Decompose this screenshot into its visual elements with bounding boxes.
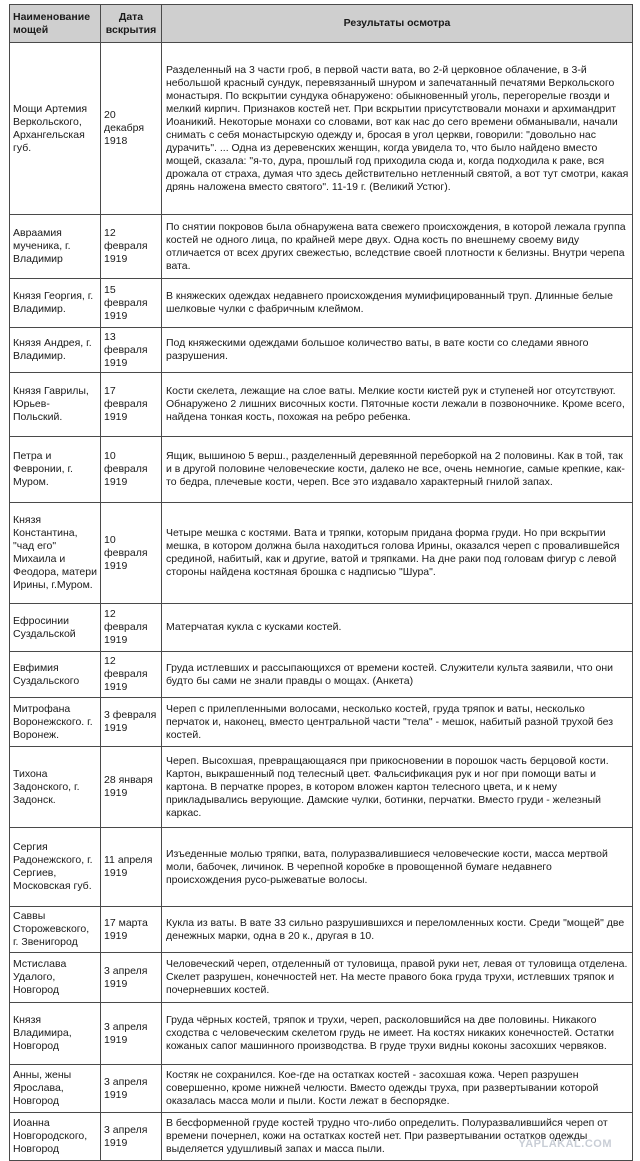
opening-date: 12 февраля 1919 (101, 652, 162, 698)
relic-name: Петра и Февронии, г. Муром. (10, 437, 101, 503)
opening-date: 17 февраля 1919 (101, 373, 162, 437)
table-row (10, 604, 633, 652)
table-row (10, 1003, 633, 1065)
opening-date: 20 декабря 1918 (101, 43, 162, 215)
table-row (10, 747, 633, 828)
relic-name: Князя Гаврилы, Юрьев-Польский. (10, 373, 101, 437)
opening-date: 3 апреля 1919 (101, 1113, 162, 1161)
inspection-result: По снятии покровов была обнаружена вата свежего происхождения, в которой лежала группа костей не одного лица, по крайней мере двух. Одна кость по внешнему своему виду отличается от всех других свежестью, вследствие своей плотности к белизны. Внутри черепа вата. (162, 215, 633, 279)
inspection-result: Под княжескими одеждами большое количество ваты, в вате кости со следами явного разрушения. (162, 328, 633, 373)
header-result: Результаты осмотра (162, 5, 633, 43)
relic-name: Анны, жены Ярослава, Новгород (10, 1065, 101, 1113)
table-row (10, 43, 633, 215)
opening-date: 3 апреля 1919 (101, 953, 162, 1003)
opening-date: 28 января 1919 (101, 747, 162, 828)
inspection-result: Череп с прилепленными волосами, несколько костей, груда тряпок и ваты, несколько перчаток и, наконец, вместо центральной части "тела" - мешок, набитый разной трухой без костей. (162, 698, 633, 747)
inspection-result: Груда чёрных костей, тряпок и трухи, череп, расколовшийся на две половины. Никакого сходства с человеческим скелетом грудь не имеет. На костях никаких конечностей. Остатки кожаных сапог машинного производства. В груде трухи видны коконы засохших червяков. (162, 1003, 633, 1065)
table-row (10, 328, 633, 373)
opening-date: 15 февраля 1919 (101, 279, 162, 328)
relic-name: Тихона Задонского, г. Задонск. (10, 747, 101, 828)
table-row (10, 828, 633, 907)
opening-date: 10 февраля 1919 (101, 437, 162, 503)
relic-name: Авраамия мученика, г. Владимир (10, 215, 101, 279)
relic-name: Евфимия Суздальского (10, 652, 101, 698)
inspection-result: Костяк не сохранился. Кое-где на остатках костей - засохшая кожа. Череп разрушен совершенно, кроме нижней челюсти. Вместо одежды труха, при развертывании которой оказалась масса моли и пыли. Кости лежат в беспорядке. (162, 1065, 633, 1113)
inspection-result: Череп. Высохшая, превращающаяся при прикосновении в порошок часть берцовой кости. Картон, выкрашенный под телесный цвет. Фальсификация рук и ног при помощи ваты и картона. В перчатке прорез, в котором вложен картон телесного цвета, и к нему прикладывались верующие. Дамские чулки, ботинки, перчатки. Вместо груди - железный каркас. (162, 747, 633, 828)
table-row (10, 953, 633, 1003)
opening-date: 12 февраля 1919 (101, 215, 162, 279)
header-name: Наименование мощей (10, 5, 101, 43)
relic-name: Сергия Радонежского, г. Сергиев, Московская губ. (10, 828, 101, 907)
inspection-result: Ящик, вышиною 5 верш., разделенный деревянной переборкой на 2 половины. Как в той, так и в другой половине человеческие кости, далеко не все, очень немногие, самые крепкие, как-то бедра, плечевые кости, череп. Все это издавало характерный гнилой запах. (162, 437, 633, 503)
inspection-result: Кости скелета, лежащие на слое ваты. Мелкие кости кистей рук и ступеней ног отсутствуют. Обнаружено 2 лишних височных кости. Пяточные кости лежали в позвоночнике. Кроме всего, найдена тонкая кость, похожая на ребро ребенка. (162, 373, 633, 437)
table-row (10, 437, 633, 503)
inspection-result: Человеческий череп, отделенный от туловища, правой руки нет, левая от туловища отделена. Скелет разрушен, конечностей нет. На месте правого бока груда трухи, истлевших тряпок и почерневших костей. (162, 953, 633, 1003)
opening-date: 11 апреля 1919 (101, 828, 162, 907)
table-row (10, 373, 633, 437)
inspection-result: В бесформенной груде костей трудно что-либо определить. Полуразвалившийся череп от времени почернел, кожи на остатках костей нет. При развертывании остатков одежды выделяется удушливый запах и масса пыли. (162, 1113, 633, 1161)
header-date: Дата вскрытия (101, 5, 162, 43)
opening-date: 13 февраля 1919 (101, 328, 162, 373)
opening-date: 3 апреля 1919 (101, 1003, 162, 1065)
table-header-row (10, 5, 633, 43)
table-row (10, 279, 633, 328)
opening-date: 17 марта 1919 (101, 907, 162, 953)
inspection-result: Кукла из ваты. В вате 33 сильно разрушившихся и переломленных кости. Среди "мощей" две денежных марки, одна в 20 к., другая в 10. (162, 907, 633, 953)
opening-date: 3 апреля 1919 (101, 1065, 162, 1113)
relic-name: Мощи Артемия Веркольского, Архангельская губ. (10, 43, 101, 215)
relics-table (9, 4, 633, 1161)
inspection-result: Разделенный на 3 части гроб, в первой части вата, во 2-й церковное облачение, в 3-й небольшой красный сундук, перевязанный шнуром и запечатанный печатями Веркольского монастыря. По вскрытии сундука обнаружено: обыкновенный уголь, перегорелые гвозди и мелкий кирпич. Признаков костей нет. При вскрытии присутствовали монахи и архимандрит Иоаникий. Некоторые монахи со словами, вот как нас до сего времени обманывали, начали снимать с себя монастырскую одежду и, бросая в угол церкви, говорили: "довольно нас дурачить". ... Одна из деревенских женщин, когда увидела то, что было найдено вместо мощей, сказала: "я-то, дура, прошлый год приходила сюда и, когда подходила к раке, вся дрожала от страха, думая что здесь действительно нетленный святой, а вот тут смотри, какая дрянь наложена вместо святого". 11-19 г. (Великий Устюг). (162, 43, 633, 215)
relic-name: Иоанна Новгородского, Новгород (10, 1113, 101, 1161)
relic-name: Митрофана Воронежского. г. Воронеж. (10, 698, 101, 747)
table-row (10, 698, 633, 747)
table-row (10, 215, 633, 279)
watermark: YAPLAKAL.COM (518, 1138, 612, 1150)
relic-name: Князя Георгия, г. Владимир. (10, 279, 101, 328)
inspection-result: Груда истлевших и рассыпающихся от времени костей. Служители культа заявили, что они будто бы сами не знали правды о мощах. (Анкета) (162, 652, 633, 698)
relic-name: Ефросинии Суздальской (10, 604, 101, 652)
inspection-result: Четыре мешка с костями. Вата и тряпки, которым придана форма груди. Но при вскрытии мешка, в котором должна была находиться голова Ирины, оказался череп с провалившейся срединой, набитый, как и другие, ватой и тряпками. На дне раки под головам фигур с левой стороны найдена костяная брошка с надписью "Шура". (162, 503, 633, 604)
opening-date: 12 февраля 1919 (101, 604, 162, 652)
opening-date: 3 февраля 1919 (101, 698, 162, 747)
relic-name: Мстислава Удалого, Новгород (10, 953, 101, 1003)
relic-name: Князя Константина, "чад его" Михаила и Феодора, матери Ирины, г.Муром. (10, 503, 101, 604)
table-row (10, 907, 633, 953)
table-row (10, 503, 633, 604)
inspection-result: Изъеденные молью тряпки, вата, полуразвалившиеся человеческие кости, масса мертвой моли, бабочек, личинок. В черепной коробке в провощенной бумаге недавнего происхождения русо-рыжеватые волосы. (162, 828, 633, 907)
relic-name: Князя Владимира, Новгород (10, 1003, 101, 1065)
inspection-result: Матерчатая кукла с кусками костей. (162, 604, 633, 652)
relic-name: Князя Андрея, г. Владимир. (10, 328, 101, 373)
table-row (10, 1113, 633, 1161)
table-row (10, 1065, 633, 1113)
inspection-result: В княжеских одеждах недавнего происхождения мумифицированный труп. Длинные белые шелковые чулки с фабричным клеймом. (162, 279, 633, 328)
table-row (10, 652, 633, 698)
relic-name: Саввы Сторожевского, г. Звенигород (10, 907, 101, 953)
opening-date: 10 февраля 1919 (101, 503, 162, 604)
